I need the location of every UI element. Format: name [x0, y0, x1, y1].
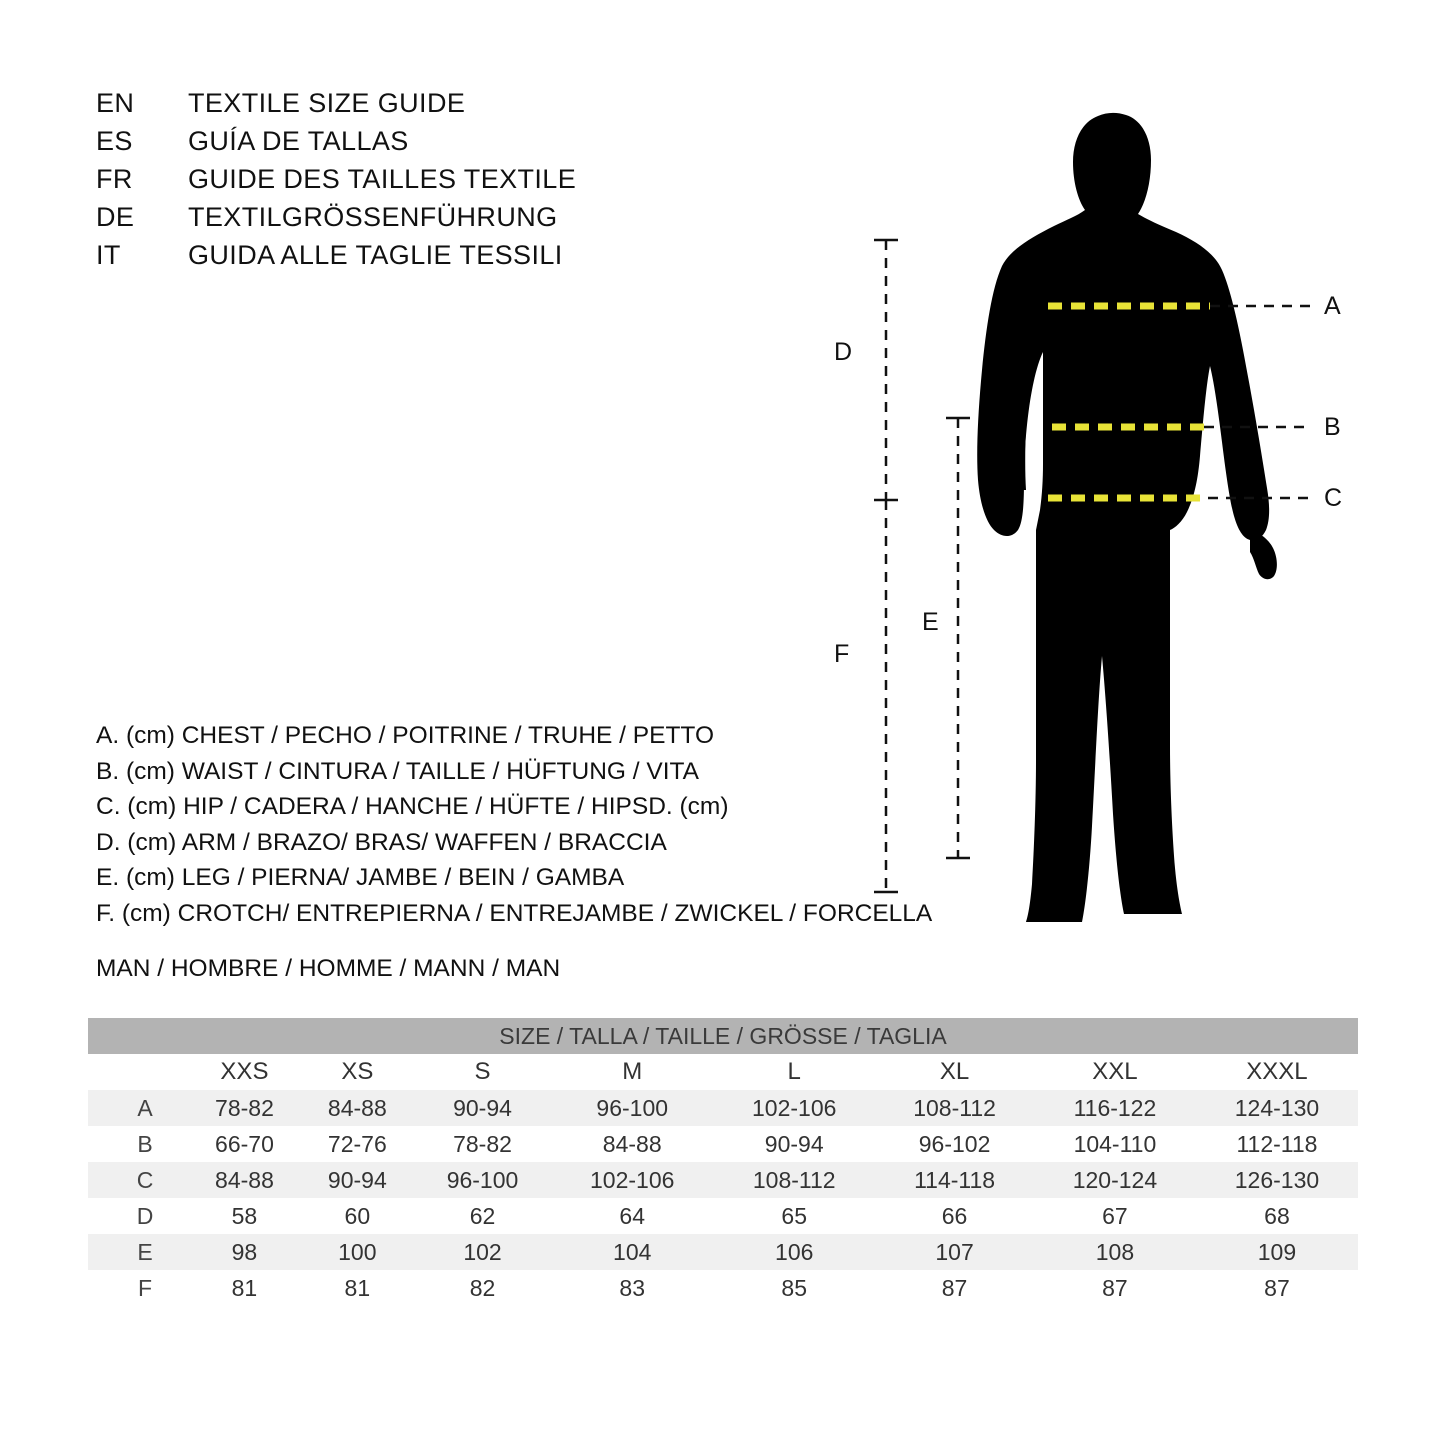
- marker-label-a: A: [1324, 292, 1341, 320]
- cell-c-l: 108-112: [713, 1162, 875, 1198]
- cell-b-xxs: 66-70: [188, 1126, 301, 1162]
- cell-d-m: 64: [551, 1198, 713, 1234]
- cell-e-xxxl: 109: [1196, 1234, 1358, 1270]
- cell-e-s: 102: [414, 1234, 551, 1270]
- table-band-label: SIZE / TALLA / TAILLE / GRÖSSE / TAGLIA: [88, 1018, 1358, 1054]
- row-key-f: F: [88, 1270, 188, 1306]
- title-row-fr: [96, 164, 716, 202]
- title-lang-de: DE: [96, 202, 135, 232]
- cell-e-xxs: 98: [188, 1234, 301, 1270]
- table-row: [88, 1198, 1358, 1234]
- title-row-en: [96, 88, 716, 126]
- cell-b-xl: 96-102: [875, 1126, 1034, 1162]
- title-text-fr: GUIDE DES TAILLES TEXTILE: [188, 164, 577, 194]
- cell-f-xs: 81: [301, 1270, 414, 1306]
- legend-item-d: D. (cm) ARM / BRAZO/ BRAS/ WAFFEN / BRACCIA: [96, 828, 667, 856]
- title-row-es: [96, 126, 716, 164]
- title-lang-fr: FR: [96, 164, 133, 194]
- title-lang-en: EN: [96, 88, 135, 118]
- cell-a-xl: 108-112: [875, 1090, 1034, 1126]
- title-row-de: [96, 202, 716, 240]
- title-text-de: TEXTILGRÖSSENFÜHRUNG: [188, 202, 558, 232]
- table-row: [88, 1090, 1358, 1126]
- cell-c-xs: 90-94: [301, 1162, 414, 1198]
- table-band-row: [88, 1018, 1358, 1054]
- cell-b-xxl: 104-110: [1034, 1126, 1196, 1162]
- body-diagram: [830, 60, 1390, 950]
- row-key-e: E: [88, 1234, 188, 1270]
- title-lang-it: IT: [96, 240, 121, 270]
- cell-f-xl: 87: [875, 1270, 1034, 1306]
- cell-b-s: 78-82: [414, 1126, 551, 1162]
- cell-d-xxxl: 68: [1196, 1198, 1358, 1234]
- size-table-wrapper: [88, 1018, 1358, 1306]
- title-lang-es: ES: [96, 126, 133, 156]
- cell-e-m: 104: [551, 1234, 713, 1270]
- size-table: [88, 1018, 1358, 1306]
- cell-d-xs: 60: [301, 1198, 414, 1234]
- cell-e-l: 106: [713, 1234, 875, 1270]
- legend-item-c: C. (cm) HIP / CADERA / HANCHE / HÜFTE / HIPSD. (cm): [96, 793, 729, 820]
- gender-note: MAN / HOMBRE / HOMME / MANN / MAN: [96, 955, 561, 982]
- cell-f-xxl: 87: [1034, 1270, 1196, 1306]
- marker-label-c: C: [1324, 484, 1343, 512]
- row-key-c: C: [88, 1162, 188, 1198]
- table-header-key: [88, 1054, 188, 1090]
- cell-a-xxxl: 124-130: [1196, 1090, 1358, 1126]
- table-header-row: [88, 1054, 1358, 1090]
- cell-d-xxs: 58: [188, 1198, 301, 1234]
- cell-a-m: 96-100: [551, 1090, 713, 1126]
- cell-a-xs: 84-88: [301, 1090, 414, 1126]
- table-row: [88, 1234, 1358, 1270]
- table-header-s: S: [414, 1054, 551, 1090]
- cell-f-l: 85: [713, 1270, 875, 1306]
- title-row-it: [96, 240, 716, 278]
- table-row: [88, 1126, 1358, 1162]
- cell-b-m: 84-88: [551, 1126, 713, 1162]
- legend-item-f: F. (cm) CROTCH/ ENTREPIERNA / ENTREJAMBE / ZWICKEL / FORCELLA: [96, 899, 933, 927]
- cell-f-xxs: 81: [188, 1270, 301, 1306]
- cell-d-s: 62: [414, 1198, 551, 1234]
- measurement-legend: [96, 722, 933, 935]
- cell-d-l: 65: [713, 1198, 875, 1234]
- cell-e-xxl: 108: [1034, 1234, 1196, 1270]
- table-row: [88, 1162, 1358, 1198]
- legend-item-b: B. (cm) WAIST / CINTURA / TAILLE / HÜFTUNG / VITA: [96, 757, 700, 785]
- table-header-xl: XL: [875, 1054, 1034, 1090]
- table-header-xxl: XXL: [1034, 1054, 1196, 1090]
- legend-item-e: E. (cm) LEG / PIERNA/ JAMBE / BEIN / GAMBA: [96, 864, 625, 891]
- cell-f-s: 82: [414, 1270, 551, 1306]
- cell-d-xxl: 67: [1034, 1198, 1196, 1234]
- title-text-en: TEXTILE SIZE GUIDE: [188, 88, 466, 118]
- row-key-a: A: [88, 1090, 188, 1126]
- table-header-xs: XS: [301, 1054, 414, 1090]
- cell-b-l: 90-94: [713, 1126, 875, 1162]
- cell-e-xs: 100: [301, 1234, 414, 1270]
- cell-a-s: 90-94: [414, 1090, 551, 1126]
- cell-c-s: 96-100: [414, 1162, 551, 1198]
- cell-e-xl: 107: [875, 1234, 1034, 1270]
- dimension-label-d: D: [834, 338, 853, 366]
- title-block: [96, 88, 716, 278]
- male-silhouette-icon: [830, 60, 1390, 950]
- dimension-label-e: E: [922, 608, 939, 636]
- table-header-m: M: [551, 1054, 713, 1090]
- cell-f-m: 83: [551, 1270, 713, 1306]
- cell-a-xxl: 116-122: [1034, 1090, 1196, 1126]
- cell-c-xl: 114-118: [875, 1162, 1034, 1198]
- dimension-label-f: F: [834, 640, 850, 668]
- cell-d-xl: 66: [875, 1198, 1034, 1234]
- cell-c-m: 102-106: [551, 1162, 713, 1198]
- cell-b-xxxl: 112-118: [1196, 1126, 1358, 1162]
- cell-c-xxl: 120-124: [1034, 1162, 1196, 1198]
- cell-a-l: 102-106: [713, 1090, 875, 1126]
- cell-f-xxxl: 87: [1196, 1270, 1358, 1306]
- legend-item-a: A. (cm) CHEST / PECHO / POITRINE / TRUHE / PETTO: [96, 722, 715, 749]
- table-header-l: L: [713, 1054, 875, 1090]
- cell-c-xxs: 84-88: [188, 1162, 301, 1198]
- cell-c-xxxl: 126-130: [1196, 1162, 1358, 1198]
- table-header-xxs: XXS: [188, 1054, 301, 1090]
- title-text-it: GUIDA ALLE TAGLIE TESSILI: [188, 240, 563, 270]
- marker-label-b: B: [1324, 413, 1341, 441]
- cell-b-xs: 72-76: [301, 1126, 414, 1162]
- cell-a-xxs: 78-82: [188, 1090, 301, 1126]
- table-header-xxxl: XXXL: [1196, 1054, 1358, 1090]
- row-key-d: D: [88, 1198, 188, 1234]
- title-text-es: GUÍA DE TALLAS: [188, 126, 409, 156]
- table-row: [88, 1270, 1358, 1306]
- row-key-b: B: [88, 1126, 188, 1162]
